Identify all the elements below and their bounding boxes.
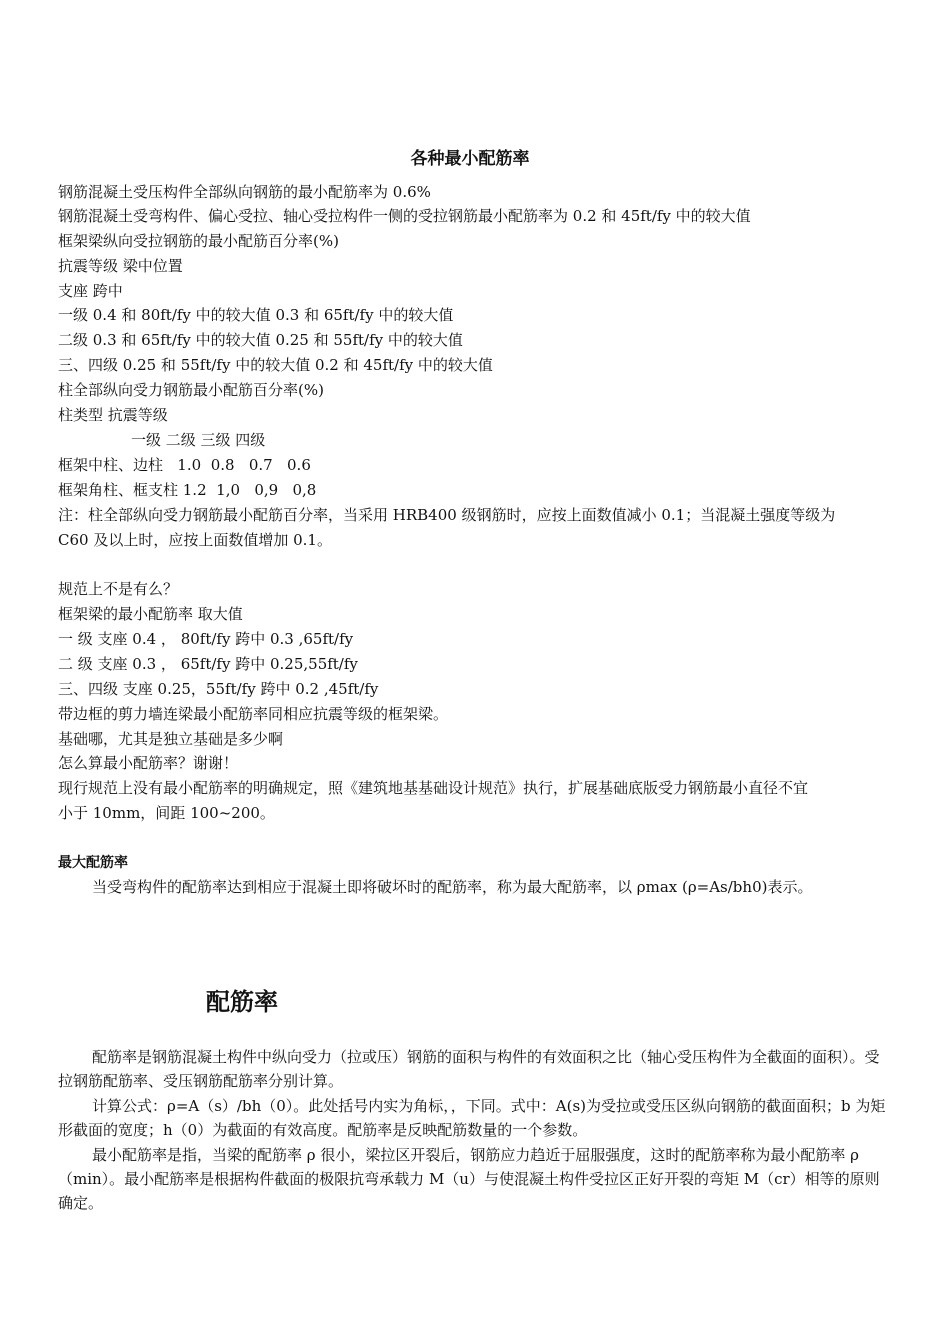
- text-line: 三、四级 0.25 和 55ft/fy 中的较大值 0.2 和 45ft/fy 中的较大值: [58, 356, 493, 374]
- ratio-paragraph: 最小配筋率是指，当梁的配筋率 ρ 很小，梁拉区开裂后，钢筋应力趋近于屈服强度，这时的配筋率称为最小配筋率 ρ（min）。最小配筋率是根据构件截面的极限抗弯承载力 M（u）与使混凝土构件受拉区正好开裂的弯矩 M（cr）相等的原则确定。: [58, 1146, 880, 1212]
- text-line: 小于 10mm，间距 100~200。: [58, 804, 275, 822]
- ratio-paragraph: 计算公式：ρ=A（s）/bh（0）。此处括号内实为角标，，下同。式中：A(s)为受拉或受压区纵向钢筋的截面面积；b 为矩形截面的宽度；h（0）为截面的有效高度。配筋率是反映配筋数量的一个参数。: [58, 1097, 886, 1139]
- document-title: 各种最小配筋率: [410, 149, 530, 169]
- text-line: 柱全部纵向受力钢筋最小配筋百分率(%): [58, 381, 324, 399]
- text-line: C60 及以上时，应按上面数值增加 0.1。: [58, 531, 332, 549]
- text-line: 柱类型 抗震等级: [58, 406, 168, 424]
- text-line: 钢筋混凝土受弯构件、偏心受拉、轴心受拉构件一侧的受拉钢筋最小配筋率为 0.2 和 45ft/fy 中的较大值: [58, 207, 751, 225]
- text-line: 三、四级 支座 0.25，55ft/fy 跨中 0.2 ,45ft/fy: [58, 680, 379, 698]
- text-line: 框架梁的最小配筋率 取大值: [58, 605, 243, 623]
- text-line: 一级 0.4 和 80ft/fy 中的较大值 0.3 和 65ft/fy 中的较大值: [58, 306, 454, 324]
- text-line: 二级 0.3 和 65ft/fy 中的较大值 0.25 和 55ft/fy 中的较大值: [58, 331, 463, 349]
- text-line: 注：柱全部纵向受力钢筋最小配筋百分率，当采用 HRB400 级钢筋时，应按上面数值减小 0.1；当混凝土强度等级为: [58, 506, 836, 524]
- text-line: 怎么算最小配筋率？谢谢！: [58, 754, 239, 772]
- text-line: 二 级 支座 0.3 ， 65ft/fy 跨中 0.25,55ft/fy: [58, 655, 358, 673]
- max-ratio-heading: 最大配筋率: [58, 855, 128, 871]
- text-line: 带边框的剪力墙连梁最小配筋率同相应抗震等级的框架梁。: [58, 705, 449, 723]
- text-line: 一 级 支座 0.4 ， 80ft/fy 跨中 0.3 ,65ft/fy: [58, 630, 354, 648]
- text-line: 钢筋混凝土受压构件全部纵向钢筋的最小配筋率为 0.6%: [58, 183, 431, 201]
- text-line: 框架中柱、边柱 1.0 0.8 0.7 0.6: [58, 456, 311, 474]
- ratio-section-title: 配筋率: [206, 987, 278, 1016]
- text-line: 框架梁纵向受拉钢筋的最小配筋百分率(%): [58, 232, 339, 250]
- text-line: 框架角柱、框支柱 1.2 1,0 0,9 0,8: [58, 481, 317, 499]
- text-line: 规范上不是有么？: [58, 580, 179, 598]
- ratio-paragraph: 配筋率是钢筋混凝土构件中纵向受力（拉或压）钢筋的面积与构件的有效面积之比（轴心受压构件为全截面的面积）。受拉钢筋配筋率、受压钢筋配筋率分别计算。: [58, 1048, 880, 1090]
- text-line: 现行规范上没有最小配筋率的明确规定，照《建筑地基基础设计规范》执行，扩展基础底版受力钢筋最小直径不宜: [58, 779, 809, 797]
- max-ratio-text: 当受弯构件的配筋率达到相应于混凝土即将破坏时的配筋率，称为最大配筋率，以 ρmax (ρ=As/bh0)表示。: [92, 878, 813, 896]
- text-line: 基础哪，尤其是独立基础是多少啊: [58, 730, 284, 748]
- text-line: 一级 二级 三级 四级: [131, 431, 266, 449]
- text-line: 支座 跨中: [58, 282, 123, 300]
- text-line: 抗震等级 梁中位置: [58, 257, 183, 275]
